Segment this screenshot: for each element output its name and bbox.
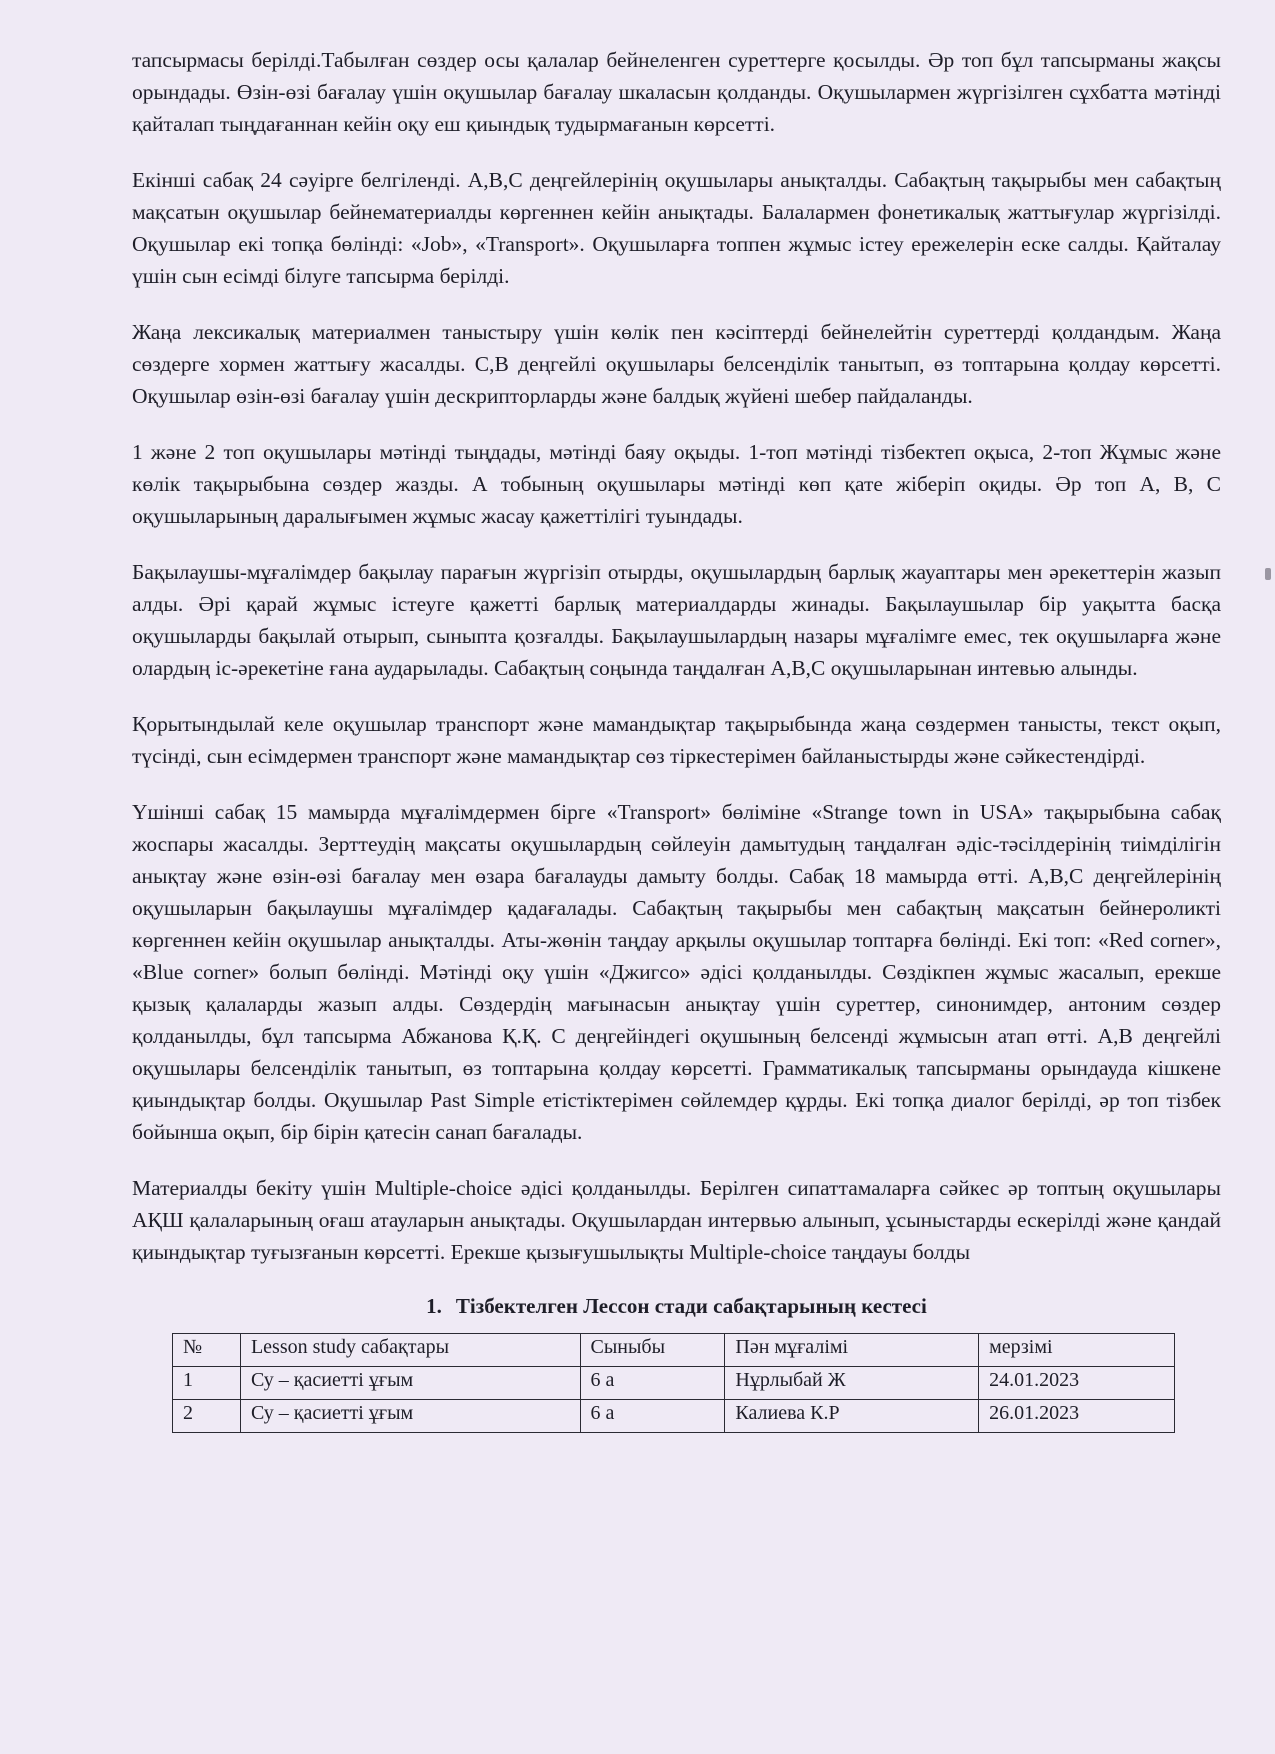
table-caption bbox=[132, 1294, 1221, 1319]
header-class: Сыныбы bbox=[580, 1334, 725, 1367]
table-caption-title: Тізбектелген Лессон стади сабақтарының кестесі bbox=[455, 1294, 927, 1318]
lesson-schedule-table bbox=[172, 1333, 1175, 1433]
paragraph-6: Қорытындылай келе оқушылар транспорт және мамандықтар тақырыбында жаңа сөздермен танысты, текст оқып, түсінді, сын есімдермен транспорт және мамандықтар сөз тіркестерімен байланыстырды және сәйкестендірді. bbox=[132, 712, 1221, 768]
paragraph-5: Бақылаушы-мұғалімдер бақылау парағын жүргізіп отырды, оқушылардың барлық жауаптары мен әрекеттерін жазып алды. Әрі қарай жұмыс істеуге қажетті барлық материалдарды жинады. Бақылаушылар бір уақытта басқа оқушыларды бақылай отырып, сыныпта қозғалды. Бақылаушылардың назары мұғалімге емес, тек оқушыларға және олардың іс-әрекетіне ғана аударылады. Сабақтың соңында таңдалған А,В,С оқушыларынан интевью алынды. bbox=[132, 560, 1221, 680]
cell-teacher: Нұрлыбай Ж bbox=[725, 1367, 979, 1400]
paragraph-4: 1 және 2 топ оқушылары мәтінді тыңдады, мәтінді баяу оқыды. 1-топ мәтінді тізбектеп оқыса, 2-топ Жұмыс және көлік тақырыбына сөздер жазды. А тобының оқушылары мәтінді көп қате жіберіп оқиды. Әр топ А, В, С оқушыларының даралығымен жұмыс жасау қажеттілігі туындады. bbox=[132, 440, 1221, 528]
table-caption-number: 1. bbox=[426, 1294, 442, 1318]
header-lesson: Lesson study сабақтары bbox=[240, 1334, 580, 1367]
table-header-row bbox=[173, 1334, 1175, 1367]
header-number: № bbox=[173, 1334, 241, 1367]
paragraph-7: Үшінші сабақ 15 мамырда мұғалімдермен бірге «Transport» бөліміне «Strange town in USA» тақырыбына сабақ жоспары жасалды. Зерттеудің мақсаты оқушылардың сөйлеуін дамытудың таңдалған әдіс-тәсілдерінің тиімділігін анықтау және өзін-өзі бағалау мен өзара бағалауды дамыту болды. Сабақ 18 мамырда өтті. А,В,С деңгейлерінің оқушыларын бақылаушы мұғалімдер қадағалады. Сабақтың тақырыбы мен сабақтың мақсатын бейнероликті көргеннен кейін оқушылар анықталды. Аты-жөнін таңдау арқылы оқушылар топтарға бөлінді. Екі топ: «Red corner», «Blue corner» болып бөлінді. Мәтінді оқу үшін «Джигсо» әдісі қолданылды. Сөздікпен жұмыс жасалып, ерекше қызық қалаларды жазып алды. Сөздердің мағынасын анықтау үшін суреттер, синонимдер, антоним сөздер қолданылды, бұл тапсырма Абжанова Қ.Қ. С деңгейіндегі оқушының белсенді жұмысын атап өтті. А,В деңгейлі оқушылары белсенділік танытып, өз топтарына қолдау көрсетті. Грамматикалық тапсырманы орындауда кішкене қиындықтар болды. Оқушылар Past Simple етістіктерімен сөйлемдер құрды. Екі топқа диалог берілді, әр топ тізбек бойынша оқып, бір бірін қатесін санап бағалады. bbox=[132, 800, 1221, 1144]
header-teacher: Пән мұғалімі bbox=[725, 1334, 979, 1367]
cell-class: 6 а bbox=[580, 1367, 725, 1400]
table-row bbox=[173, 1367, 1175, 1400]
cell-date: 24.01.2023 bbox=[979, 1367, 1175, 1400]
cell-teacher: Калиева К.Р bbox=[725, 1400, 979, 1433]
cell-lesson: Су – қасиетті ұғым bbox=[240, 1367, 580, 1400]
paragraph-1: тапсырмасы берілді.Табылған сөздер осы қалалар бейнеленген суреттерге қосылды. Әр топ бұл тапсырманы жақсы орындады. Өзін-өзі бағалау үшін оқушылар бағалау шкаласын қолданды. Оқушылармен жүргізілген сұхбатта мәтінді қайталап тыңдағаннан кейін оқу еш қиындық тудырмағанын көрсетті. bbox=[132, 48, 1221, 136]
paragraph-3: Жаңа лексикалық материалмен таныстыру үшін көлік пен кәсіптерді бейнелейтін суреттерді қолдандым. Жаңа сөздерге хормен жаттығу жасалды. С,В деңгейлі оқушылары белсенділік танытып, өз топтарына қолдау көрсетті. Оқушылар өзін-өзі бағалау үшін дескрипторларды және балдық жүйені шебер пайдаланды. bbox=[132, 320, 1221, 408]
scan-edge-mark bbox=[1265, 568, 1271, 580]
table-row bbox=[173, 1400, 1175, 1433]
header-date: мерзімі bbox=[979, 1334, 1175, 1367]
cell-date: 26.01.2023 bbox=[979, 1400, 1175, 1433]
cell-lesson: Су – қасиетті ұғым bbox=[240, 1400, 580, 1433]
paragraph-8: Материалды бекіту үшін Multiple-choice әдісі қолданылды. Берілген сипаттамаларға сәйкес әр топтың оқушылары АҚШ қалаларының оғаш атауларын анықтады. Оқушылардан интервью алынып, ұсыныстарды ескерілді және қандай қиындықтар туғызғанын көрсетті. Ерекше қызығушылықты Multiple-choice таңдауы болды bbox=[132, 1176, 1221, 1264]
paragraph-2: Екінші сабақ 24 сәуірге белгіленді. А,В,С деңгейлерінің оқушылары анықталды. Сабақтың тақырыбы мен сабақтың мақсатын оқушылар бейнематериалды көргеннен кейін анықтады. Балалармен фонетикалық жаттығулар жүргізілді. Оқушылар екі топқа бөлінді: «Job», «Transport». Оқушыларға топпен жұмыс істеу ережелерін еске салды. Қайталау үшін сын есімді білуге тапсырма берілді. bbox=[132, 168, 1221, 288]
cell-class: 6 а bbox=[580, 1400, 725, 1433]
cell-number: 1 bbox=[173, 1367, 241, 1400]
cell-number: 2 bbox=[173, 1400, 241, 1433]
